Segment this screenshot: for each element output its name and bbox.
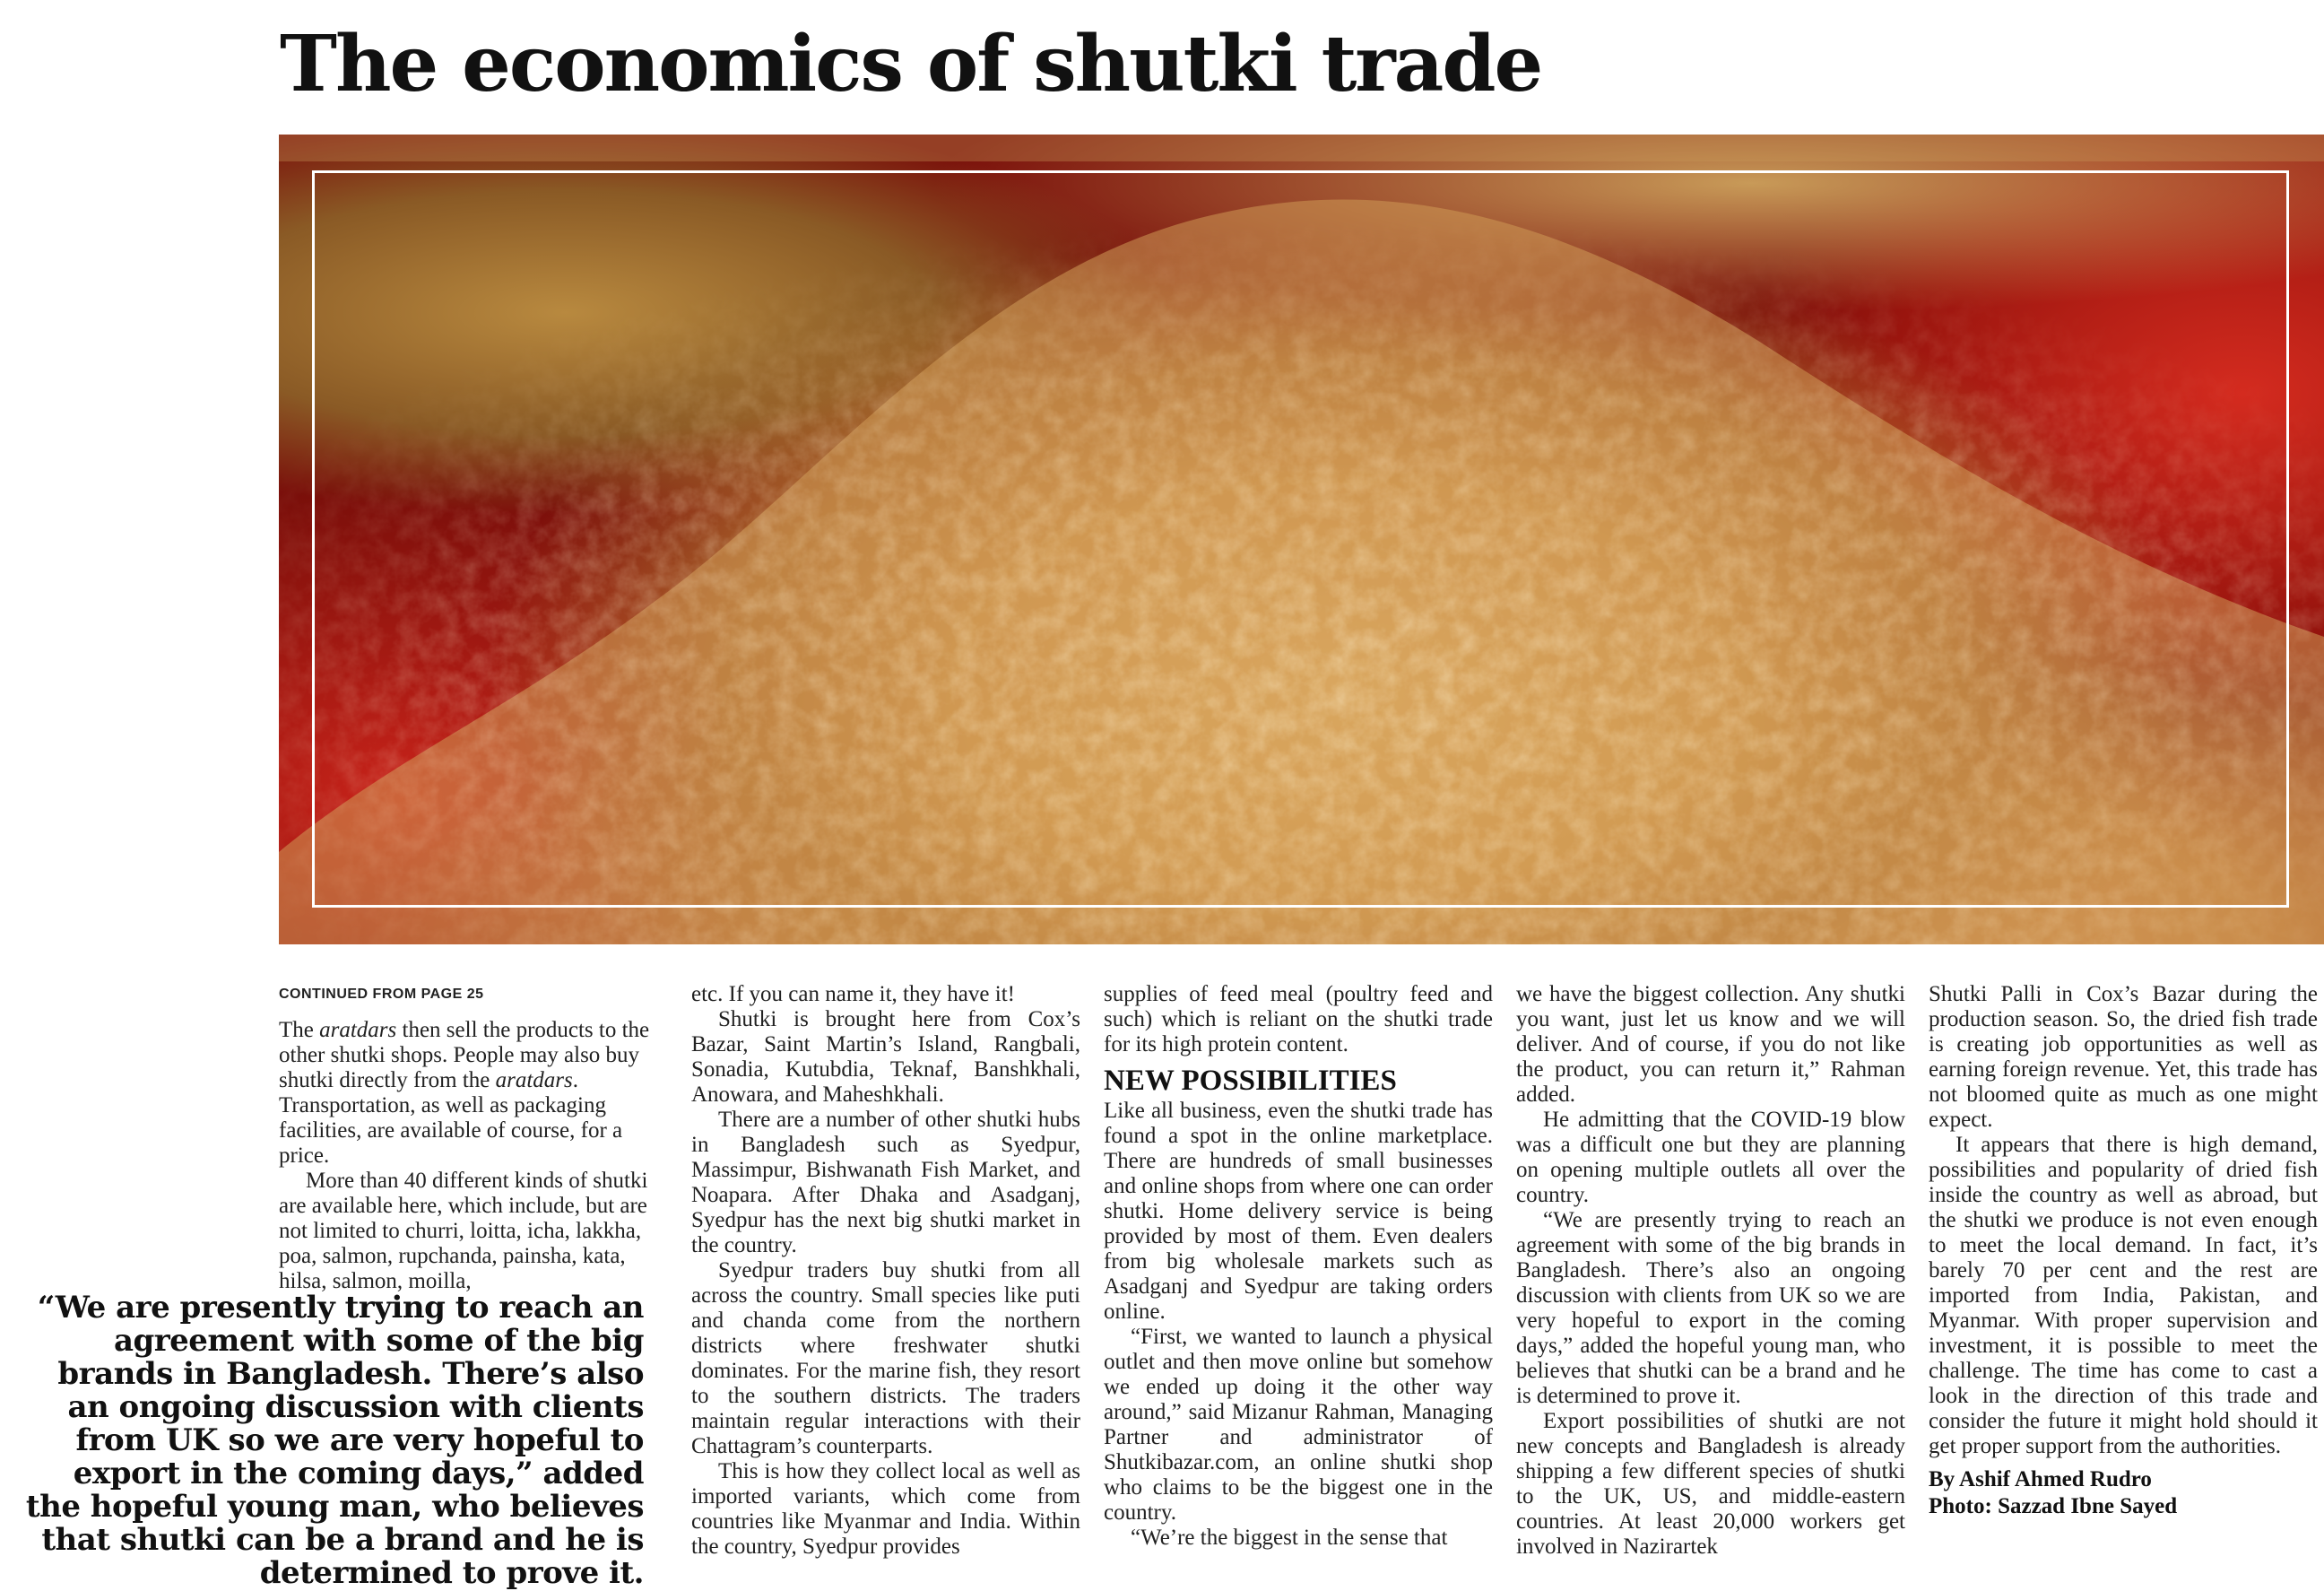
paragraph: He admitting that the COVID-19 blow was a difficult one but they are planning on opening multiple outlets all over the country. [1516,1108,1905,1207]
paragraph: Shutki Palli in Cox’s Bazar during the production season. So, the dried fish trade is creating job opportunities as well as earning foreign revenue. Yet, this trade has not bloomed quite as much as one might expect. [1929,982,2318,1132]
paragraph: Like all business, even the shutki trade has found a spot in the online marketplace. There are hundreds of small businesses and online shops from where one can order shutki. Home delivery service is being provided by most of them. Even dealers from big wholesale markets such as Asadganj and Syedpur are taking orders online. [1104,1099,1493,1324]
column-5 [1929,982,2318,1520]
column-1 [279,982,664,1294]
paragraph: “First, we wanted to launch a physical outlet and then move online but somehow we ended up doing it the other way around,” said Mizanur Rahman, Managing Partner and administrator of Shutkibazar.com, an online shutki shop who claims to be the biggest one in the country. [1104,1325,1493,1525]
paragraph: Syedpur traders buy shutki from all across the country. Small species like puti and chanda come from the northern districts where freshwater shutki dominates. For the marine fish, they resort to the southern districts. The traders maintain regular interactions with their Chattagram’s counterparts. [691,1258,1080,1458]
paragraph: “We are presently trying to reach an agreement with some of the big brands in Bangladesh. There’s also an ongoing discussion with clients from UK so we are very hopeful to export in the coming days,” added the hopeful young man, who believes that shutki can be a brand and he is determined to prove it. [1516,1208,1905,1408]
paragraph: supplies of feed meal (poultry feed and such) which is reliant on the shutki trade for its high protein content. [1104,982,1493,1056]
paragraph: It appears that there is high demand, possibilities and popularity of dried fish inside the country as well as abroad, but the shutki we produce is not even enough to meet the local demand. In fact, it’s barely 70 per cent and the rest are imported from India, Pakistan, and Myanmar. With proper supervision and investment, it is possible to meet the challenge. The time has come to cast a look in the direction of this trade and consider the future it might hold should it get proper support from the authorities. [1929,1133,2318,1458]
paragraph: Export possibilities of shutki are not new concepts and Bangladesh is already shipping a few different species of shutki to the UK, US, and middle-eastern countries. At least 20,000 workers get involved in Nazirartek [1516,1409,1905,1559]
column-4 [1516,982,1905,1560]
column-3 [1104,982,1493,1551]
paragraph: “We’re the biggest in the sense that [1131,1526,1448,1550]
pull-quote: “We are presently trying to reach an agreement with some of the big brands in Bangladesh. There’s also an ongoing discussion with clients from UK so we are very hopeful to export in the coming days,” added the hopeful young man, who believes that shutki can be a brand and he is determined to prove it. [25,1290,644,1591]
headline: The economics of shutki trade [280,19,1542,109]
paragraph: etc. If you can name it, they have it! [691,982,1015,1006]
paragraph: The aratdars then sell the products to the other shutki shops. People may also buy shutki directly from the aratdars. Transportation, as well as packaging facilities, are available of course, for a price. [279,1018,650,1168]
photo-credit: Photo: Sazzad Ibne Sayed [1929,1494,2178,1518]
paragraph: we have the biggest collection. Any shutki you want, just let us know and we will deliver. And of course, if you do not like the product, you can return it,” Rahman added. [1516,982,1905,1107]
paragraph: More than 40 different kinds of shutki are available here, which include, but are not limited to churri, loitta, icha, lakkha, poa, salmon, rupchanda, painsha, kata, hilsa, salmon, moilla, [279,1169,648,1293]
photo-frame [312,170,2289,908]
paragraph: There are a number of other shutki hubs in Bangladesh such as Syedpur, Massimpur, Bishwanath Fish Market, and Noapara. After Dhaka and Asadganj, Syedpur has the next big shutki market in the country. [691,1108,1080,1257]
paragraph: This is how they collect local as well as imported variants, which come from countries like Myanmar and India. Within the country, Syedpur provides [691,1459,1080,1559]
section-subhead: NEW POSSIBILITIES [1104,1065,1397,1097]
paragraph: Shutki is brought here from Cox’s Bazar, Saint Martin’s Island, Rangbali, Sonadia, Kutubdia, Teknaf, Banshkhali, Anowara, and Maheshkhali. [691,1007,1080,1107]
dried-shrimp-photo [279,135,2324,944]
byline: By Ashif Ahmed Rudro [1929,1467,2152,1491]
column-2 [691,982,1080,1560]
continued-from: CONTINUED FROM PAGE 25 [279,987,484,1002]
byline-block [1929,1466,2318,1520]
